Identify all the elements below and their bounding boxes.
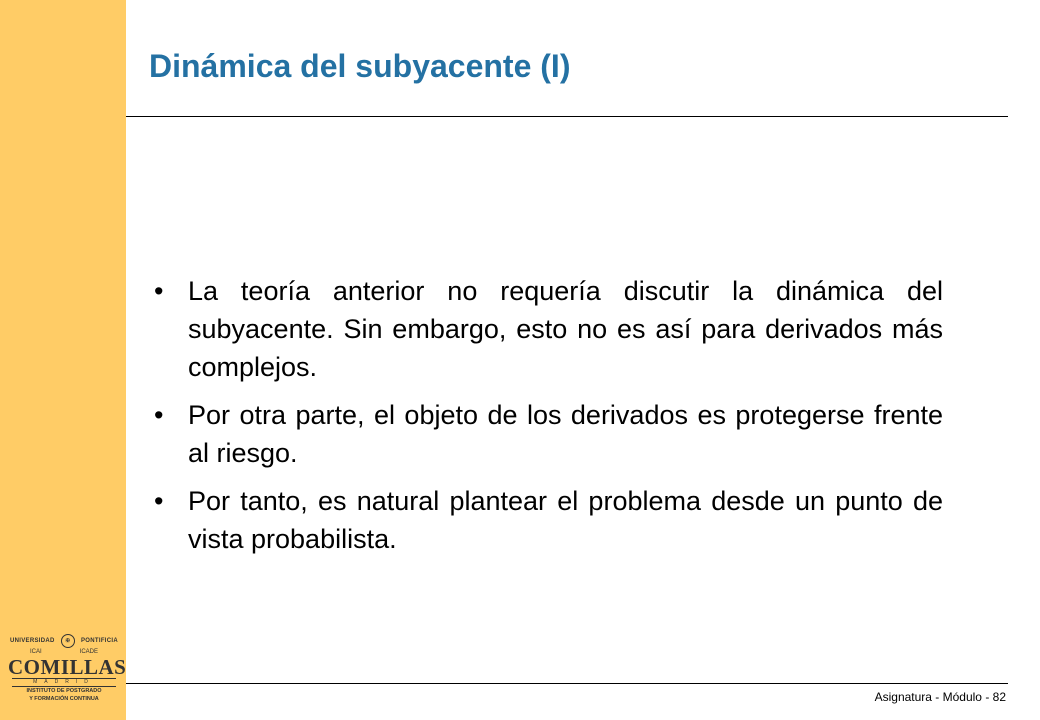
bullet-marker: • xyxy=(154,276,164,306)
logo-right-sub: ICADE xyxy=(79,649,98,655)
sidebar-band xyxy=(0,0,126,720)
bullet-text: La teoría anterior no requería discutir la dinámica del subyacente. Sin embargo, esto no es así para derivados más complejos. xyxy=(188,276,943,382)
logo-top-left: UNIVERSIDAD xyxy=(10,638,55,644)
bullet-item xyxy=(150,482,943,558)
title-divider xyxy=(126,116,1008,117)
logo-left-sub: ICAI xyxy=(30,649,42,655)
bullet-item xyxy=(150,396,943,472)
seal-icon: ✠ xyxy=(61,634,75,648)
bullet-marker: • xyxy=(154,400,164,430)
logo-institute-line2: Y FORMACIÓN CONTINUA xyxy=(29,696,99,702)
slide-title: Dinámica del subyacente (I) xyxy=(149,48,571,84)
bullet-marker: • xyxy=(154,486,164,516)
slide-footer: Asignatura - Módulo - 82 xyxy=(874,690,1006,704)
logo-city: MADRID xyxy=(12,678,116,687)
footer-divider xyxy=(126,683,1008,684)
logo-institute-line1: INSTITUTO DE POSTGRADO xyxy=(26,688,102,694)
bullet-text: Por otra parte, el objeto de los derivados es protegerse frente al riesgo. xyxy=(188,400,943,468)
bullet-item xyxy=(150,272,943,386)
logo-top-right: PONTIFICIA xyxy=(80,638,118,644)
university-logo xyxy=(8,634,127,712)
bullet-list xyxy=(150,272,943,568)
bullet-text: Por tanto, es natural plantear el problema desde un punto de vista probabilista. xyxy=(188,486,943,554)
logo-name: COMILLAS xyxy=(8,655,127,679)
